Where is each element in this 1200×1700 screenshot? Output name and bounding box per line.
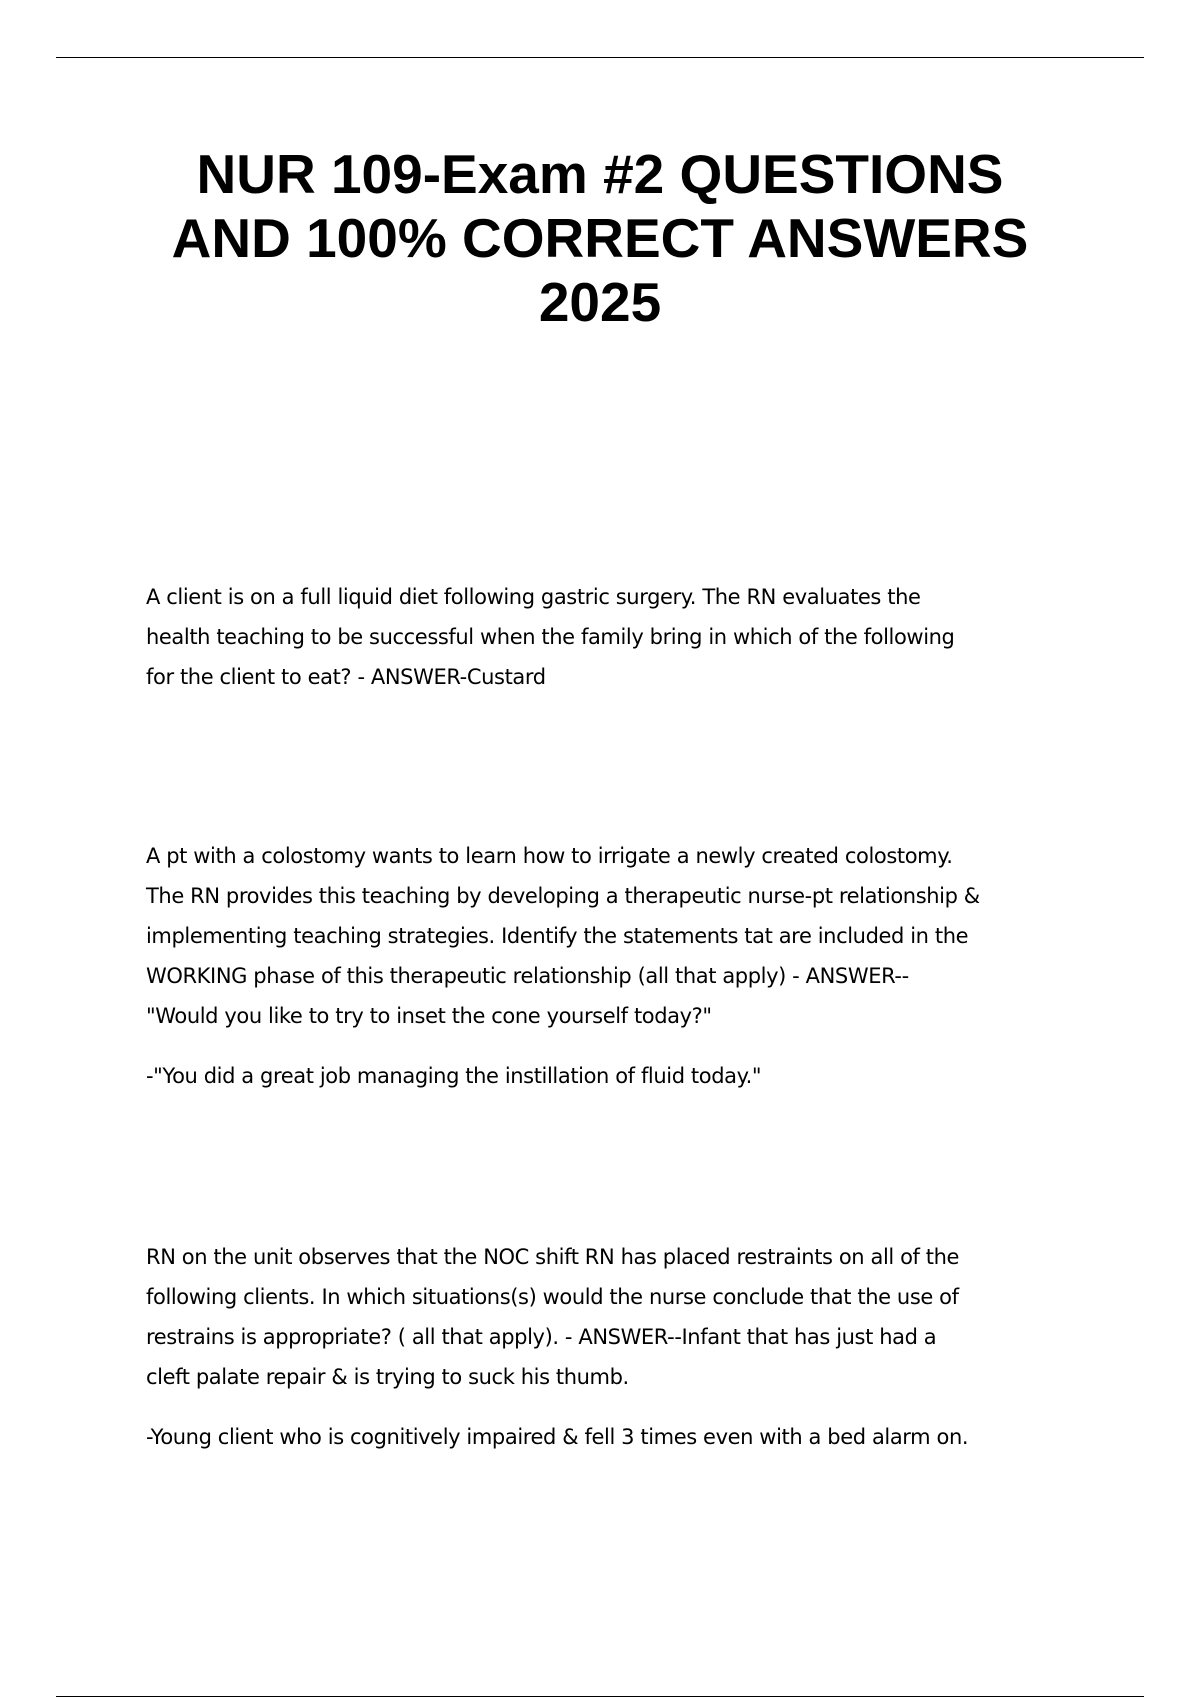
- text-line: A pt with a colostomy wants to learn how to irrigate a newly created colostomy.: [146, 844, 953, 868]
- title-line: AND 100% CORRECT ANSWERS: [171, 207, 1029, 269]
- text-line: health teaching to be successful when the family bring in which of the following: [146, 625, 955, 649]
- question-text: [146, 577, 1101, 697]
- text-line: implementing teaching strategies. Identify the statements tat are included in the: [146, 924, 969, 948]
- question-answer-block: [146, 577, 1101, 697]
- question-answer-block: [146, 836, 1101, 1096]
- text-line: for the client to eat? - ANSWER-Custard: [146, 665, 546, 689]
- text-line: following clients. In which situations(s) would the nurse conclude that the use of: [146, 1285, 959, 1309]
- text-line: The RN provides this teaching by developing a therapeutic nurse-pt relationship &: [146, 884, 980, 908]
- text-line: RN on the unit observes that the NOC shift RN has placed restraints on all of the: [146, 1245, 960, 1269]
- title-line: NUR 109-Exam #2 QUESTIONS: [196, 143, 1004, 205]
- answer-item: -"You did a great job managing the instillation of fluid today.": [146, 1064, 762, 1088]
- top-rule: [56, 57, 1144, 58]
- question-text: [146, 1237, 1101, 1397]
- bottom-rule: [56, 1696, 1144, 1697]
- text-line: restrains is appropriate? ( all that apply). - ANSWER--Infant that has just had a: [146, 1325, 937, 1349]
- document-title: [100, 142, 1100, 334]
- answer-item: -Young client who is cognitively impaired & fell 3 times even with a bed alarm on.: [146, 1425, 969, 1449]
- question-answer-block: [146, 1237, 1101, 1457]
- title-line: 2025: [538, 271, 662, 333]
- text-line: "Would you like to try to inset the cone yourself today?": [146, 1004, 712, 1028]
- text-line: WORKING phase of this therapeutic relationship (all that apply) - ANSWER--: [146, 964, 909, 988]
- text-line: cleft palate repair & is trying to suck his thumb.: [146, 1365, 629, 1389]
- text-line: A client is on a full liquid diet following gastric surgery. The RN evaluates the: [146, 585, 921, 609]
- question-text: [146, 836, 1101, 1036]
